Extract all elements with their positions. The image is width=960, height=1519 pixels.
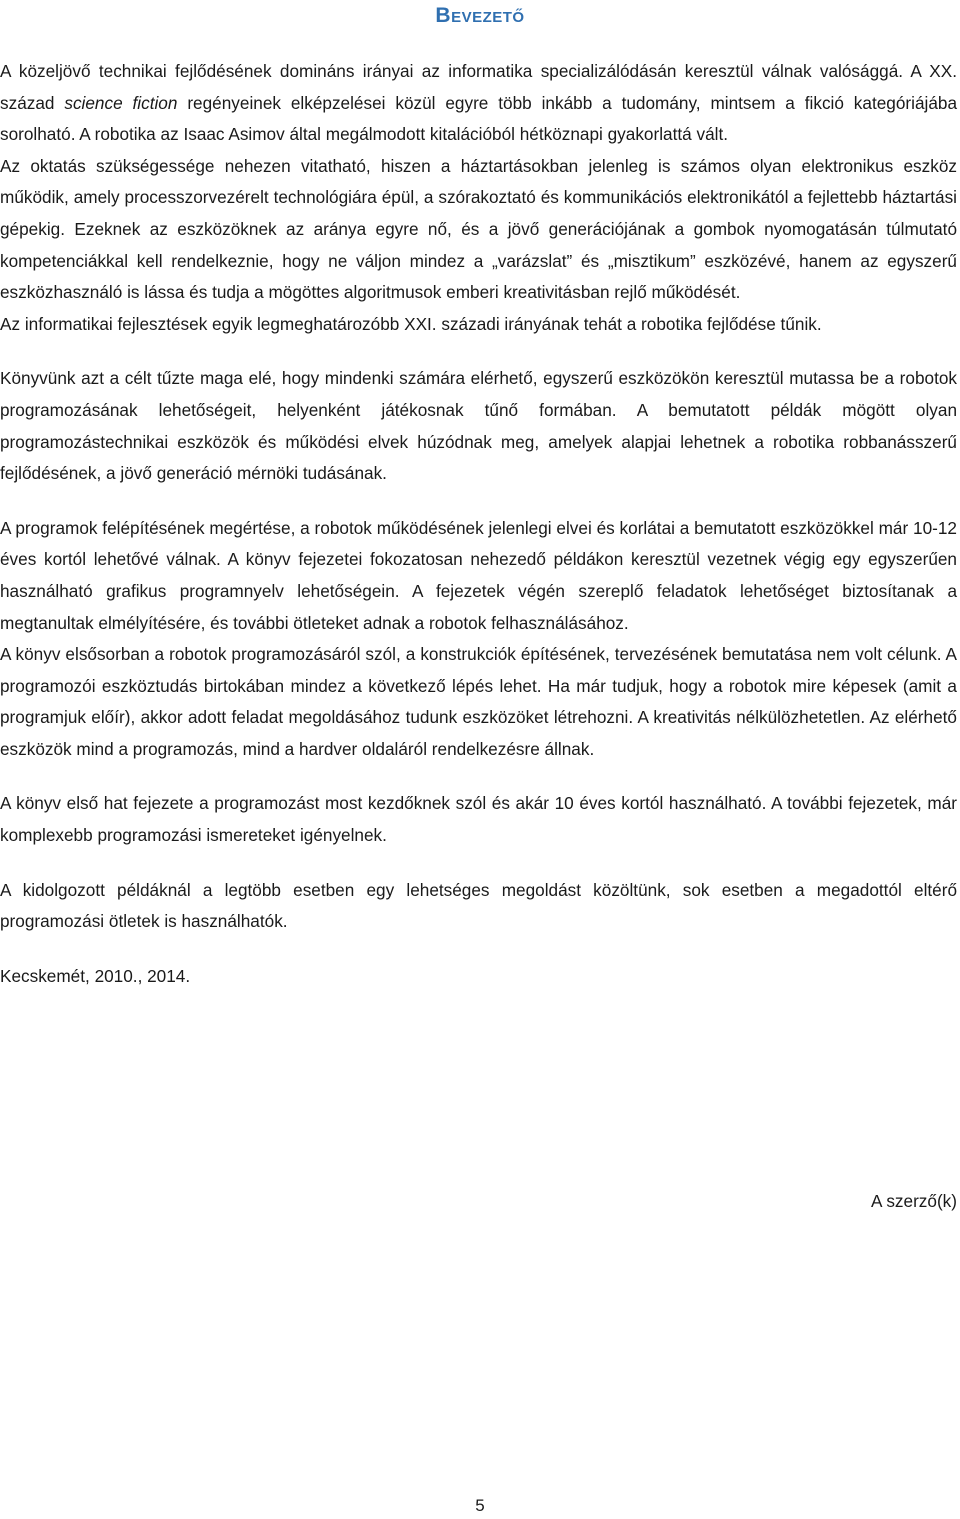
paragraph [0, 309, 957, 341]
text-run: Az oktatás szükségessége nehezen vitatható, hiszen a háztartásokban jelenleg is számos olyan elektronikus eszköz működik, amely processzorvezérelt technológiára épül, a szórakoztató és kommunikációs elektronikától a fejlettebb háztartási gépekig. Ezeknek az eszközöknek az aránya egyre nő, és a jövő generációjának a gombok nyomogatásán túlmutató kompetenciákkal kell rendelkeznie, hogy ne váljon mindez a „varázslat” és „misztikum” eszközévé, hanem az egyszerű eszközhasználó is lássa és tudja a mögöttes algoritmusok emberi kreativitásban rejlő működését. [0, 155, 957, 303]
text-run: A könyv első hat fejezete a programozást most kezdőknek szól és akár 10 éves kortól használható. A további fejezetek, már komplexebb programozási ismereteket igényelnek. [0, 793, 957, 846]
italic-run: science fiction [64, 92, 178, 113]
page-title: Bevezető [435, 4, 525, 27]
paragraph [0, 639, 957, 765]
text-run: A közeljövő technikai fejlődésének domináns irányai az informatika specializálódásán keresztül válnak valósággá. A XX. század [0, 61, 957, 113]
paragraph [0, 788, 957, 851]
page-number: 5 [475, 1496, 485, 1515]
text-run: regényeinek elképzelései közül egyre több inkább a tudomány, mintsem a fikció kategóriájába sorolható. A robotika az Isaac Asimov által megálmodott kitalációból hétköznapi gyakorlattá vált. [0, 92, 958, 145]
signature: A szerző(k) [871, 1191, 957, 1211]
text-run: Könyvünk azt a célt tűzte maga elé, hogy mindenki számára elérhető, egyszerű eszközökön keresztül mutassa be a robotok programozásának lehetőségeit, helyenként játékosnak tűnő formában. A bemutatott példák mögött olyan programozástechnikai eszközök és működési elvek húzódnak meg, amelyek alapjai lehetnek a robotika robbanásszerű fejlődésének, a jövő generáció mérnöki tudásának. [0, 368, 957, 484]
text-run: Kecskemét, 2010., 2014. [0, 965, 191, 986]
paragraph [0, 151, 957, 309]
date-line [0, 961, 957, 993]
text-run: Az informatikai fejlesztések egyik legmeghatározóbb XXI. századi irányának tehát a robotika fejlődése tűnik. [0, 313, 822, 334]
text-run: A kidolgozott példáknál a legtöbb esetben egy lehetséges megoldást közöltünk, sok esetben a megadottól eltérő programozási ötletek is használhatók. [0, 879, 957, 932]
paragraph [0, 513, 957, 639]
paragraph [0, 56, 957, 151]
text-run: A programok felépítésének megértése, a robotok működésének jelenlegi elvei és korlátai a bemutatott eszközökkel már 10-12 éves kortól lehetővé válnak. A könyv fejezetei fokozatosan nehezedő példákon keresztül vezetnek végig egy egyszerűen használható grafikus programnyelv lehetőségein. A fejezetek végén szereplő feladatok lehetőséget biztosítanak a megtanultak elmélyítésére, és további ötleteket adnak a robotok felhasználásához. [0, 517, 957, 633]
text-run: A könyv elsősorban a robotok programozásáról szól, a konstrukciók építésének, tervezésének bemutatása nem volt célunk. A programozói eszköztudás birtokában mindez a következő lépés lehet. Ha már tudjuk, hogy a robotok mire képesek (amit a programjuk előír), akkor adott feladat megoldásához tudunk eszközöket létrehozni. A kreativitás nélkülözhetetlen. Az elérhető eszközök mind a programozás, mind a hardver oldaláról rendelkezésre állnak. [0, 644, 957, 759]
body-text [0, 56, 957, 992]
paragraph [0, 363, 957, 489]
paragraph [0, 875, 957, 938]
